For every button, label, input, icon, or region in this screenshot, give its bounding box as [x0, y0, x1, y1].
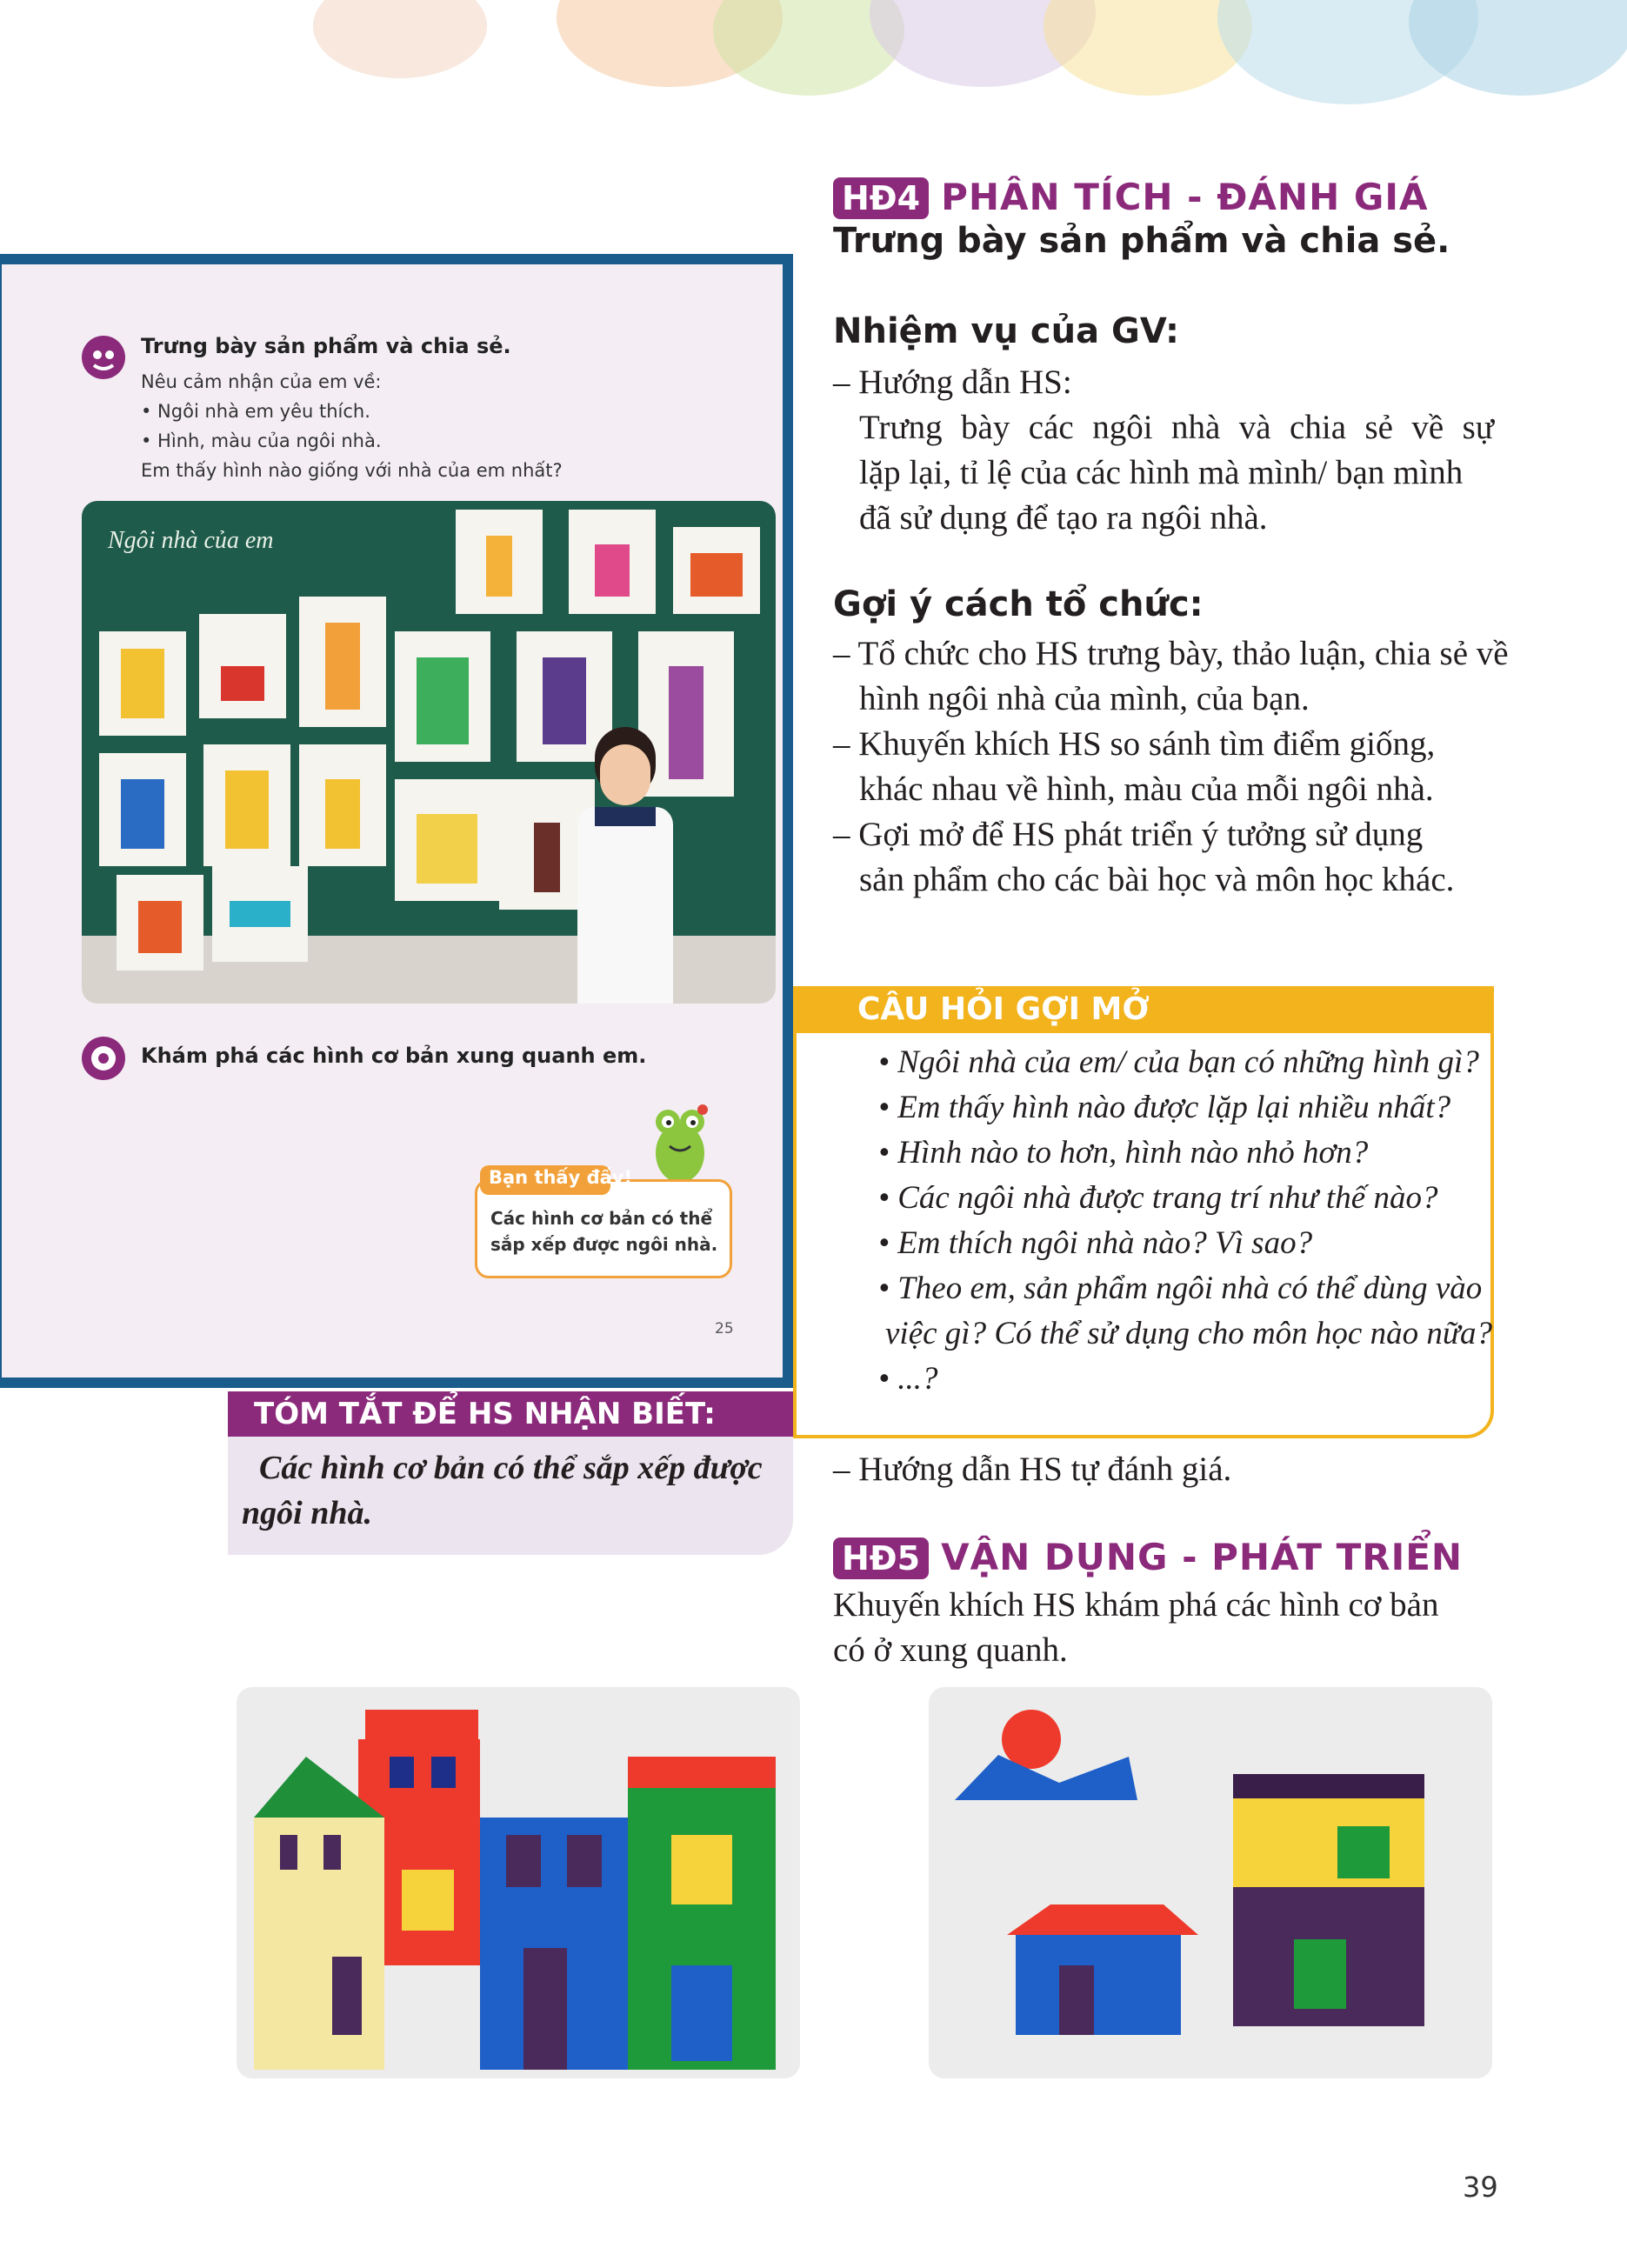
org-line: – Tổ chức cho HS trưng bày, thảo luận, chia sẻ về [833, 635, 1509, 672]
drawing [99, 753, 186, 866]
book-item1-line: Nêu cảm nhận của em về: [141, 371, 382, 392]
hd5-line-2: có ở xung quanh. [833, 1631, 1068, 1669]
hd4-heading [833, 176, 1428, 219]
summary-heading: TÓM TẮT ĐỂ HS NHẬN BIẾT: [254, 1397, 716, 1431]
hd5-title: VẬN DỤNG - PHÁT TRIỂN [941, 1536, 1464, 1578]
question-item: • Hình nào to hơn, hình nào nhỏ hơn? [878, 1135, 1369, 1171]
textbook-page [0, 254, 793, 1388]
top-watercolor-decoration [0, 0, 1627, 165]
gv-line-2: Trưng bày các ngôi nhà và chia sẻ về sự [859, 409, 1494, 446]
self-assess-line: – Hướng dẫn HS tự đánh giá. [833, 1451, 1232, 1488]
classroom-photo [82, 501, 776, 1004]
org-line: – Khuyến khích HS so sánh tìm điểm giống, [833, 725, 1436, 763]
org-line: sản phẩm cho các bài học và môn học khác. [859, 861, 1455, 898]
question-item: • Em thấy hình nào được lặp lại nhiều nhất? [878, 1090, 1451, 1125]
drawing [299, 597, 386, 727]
explore-icon [82, 1037, 125, 1080]
page-number: 39 [1463, 2171, 1498, 2204]
question-item: việc gì? Có thể sử dụng cho môn học nào nữa? [885, 1316, 1493, 1351]
paper-houses-photo [237, 1687, 800, 2078]
gv-line-3: lặp lại, tỉ lệ của các hình mà mình/ bạn mình [859, 454, 1464, 491]
paper-collage-photo [929, 1687, 1492, 2078]
tip-line-2: sắp xếp được ngôi nhà. [490, 1234, 718, 1255]
drawing [99, 631, 186, 736]
sharing-icon [82, 336, 125, 379]
book-item1-line: • Ngôi nhà em yêu thích. [141, 401, 370, 422]
summary-line-2: ngôi nhà. [242, 1495, 372, 1531]
question-item: • Em thích ngôi nhà nào? Vì sao? [878, 1225, 1313, 1261]
drawing [456, 510, 543, 614]
org-line: – Gợi mở để HS phát triển ý tưởng sử dụng [833, 816, 1424, 853]
gv-heading: Nhiệm vụ của GV: [833, 311, 1179, 351]
summary-line-1: Các hình cơ bản có thể sắp xếp được [259, 1450, 763, 1486]
hd5-line-1: Khuyến khích HS khám phá các hình cơ bản [833, 1586, 1439, 1624]
book-item1-title: Trưng bày sản phẩm và chia sẻ. [141, 334, 511, 358]
gv-line-1: – Hướng dẫn HS: [833, 364, 1072, 401]
hd4-subtitle: Trưng bày sản phẩm và chia sẻ. [833, 221, 1450, 261]
question-item: • Các ngôi nhà được trang trí như thế nào? [878, 1180, 1438, 1216]
drawing [395, 631, 490, 762]
book-item1-line: Em thấy hình nào giống với nhà của em nhất? [141, 460, 563, 481]
question-item: • ...? [878, 1361, 938, 1397]
gv-line-4: đã sử dụng để tạo ra ngôi nhà. [859, 499, 1268, 537]
drawing [395, 779, 499, 901]
drawing [569, 510, 656, 614]
questions-heading: CÂU HỎI GỢI MỞ [857, 991, 1150, 1027]
board-caption: Ngôi nhà của em [108, 527, 274, 554]
hd4-title: PHÂN TÍCH - ĐÁNH GIÁ [941, 176, 1429, 218]
drawing [299, 744, 386, 866]
book-item1-line: • Hình, màu của ngôi nhà. [141, 430, 382, 451]
student-girl [569, 727, 682, 1004]
hd4-badge: HĐ4 [833, 177, 929, 219]
drawing [199, 614, 286, 718]
book-page-number: 25 [715, 1320, 734, 1337]
org-heading: Gợi ý cách tổ chức: [833, 584, 1204, 624]
tip-line-1: Các hình cơ bản có thể [490, 1208, 713, 1229]
book-item2-title: Khám phá các hình cơ bản xung quanh em. [141, 1044, 647, 1068]
drawing [212, 866, 308, 962]
question-item: • Theo em, sản phẩm ngôi nhà có thể dùng vào [878, 1271, 1483, 1306]
drawing [203, 744, 290, 866]
question-item: • Ngôi nhà của em/ của bạn có những hình gì? [878, 1044, 1479, 1080]
frog-mascot-icon [645, 1101, 715, 1188]
drawing [117, 875, 203, 971]
tip-title: Bạn thấy đấy! [489, 1167, 633, 1188]
org-line: khác nhau về hình, màu của mỗi ngôi nhà. [859, 770, 1434, 808]
org-line: hình ngôi nhà của mình, của bạn. [859, 680, 1310, 717]
drawing [673, 527, 760, 614]
hd5-badge: HĐ5 [833, 1538, 929, 1579]
hd5-heading [833, 1536, 1463, 1579]
